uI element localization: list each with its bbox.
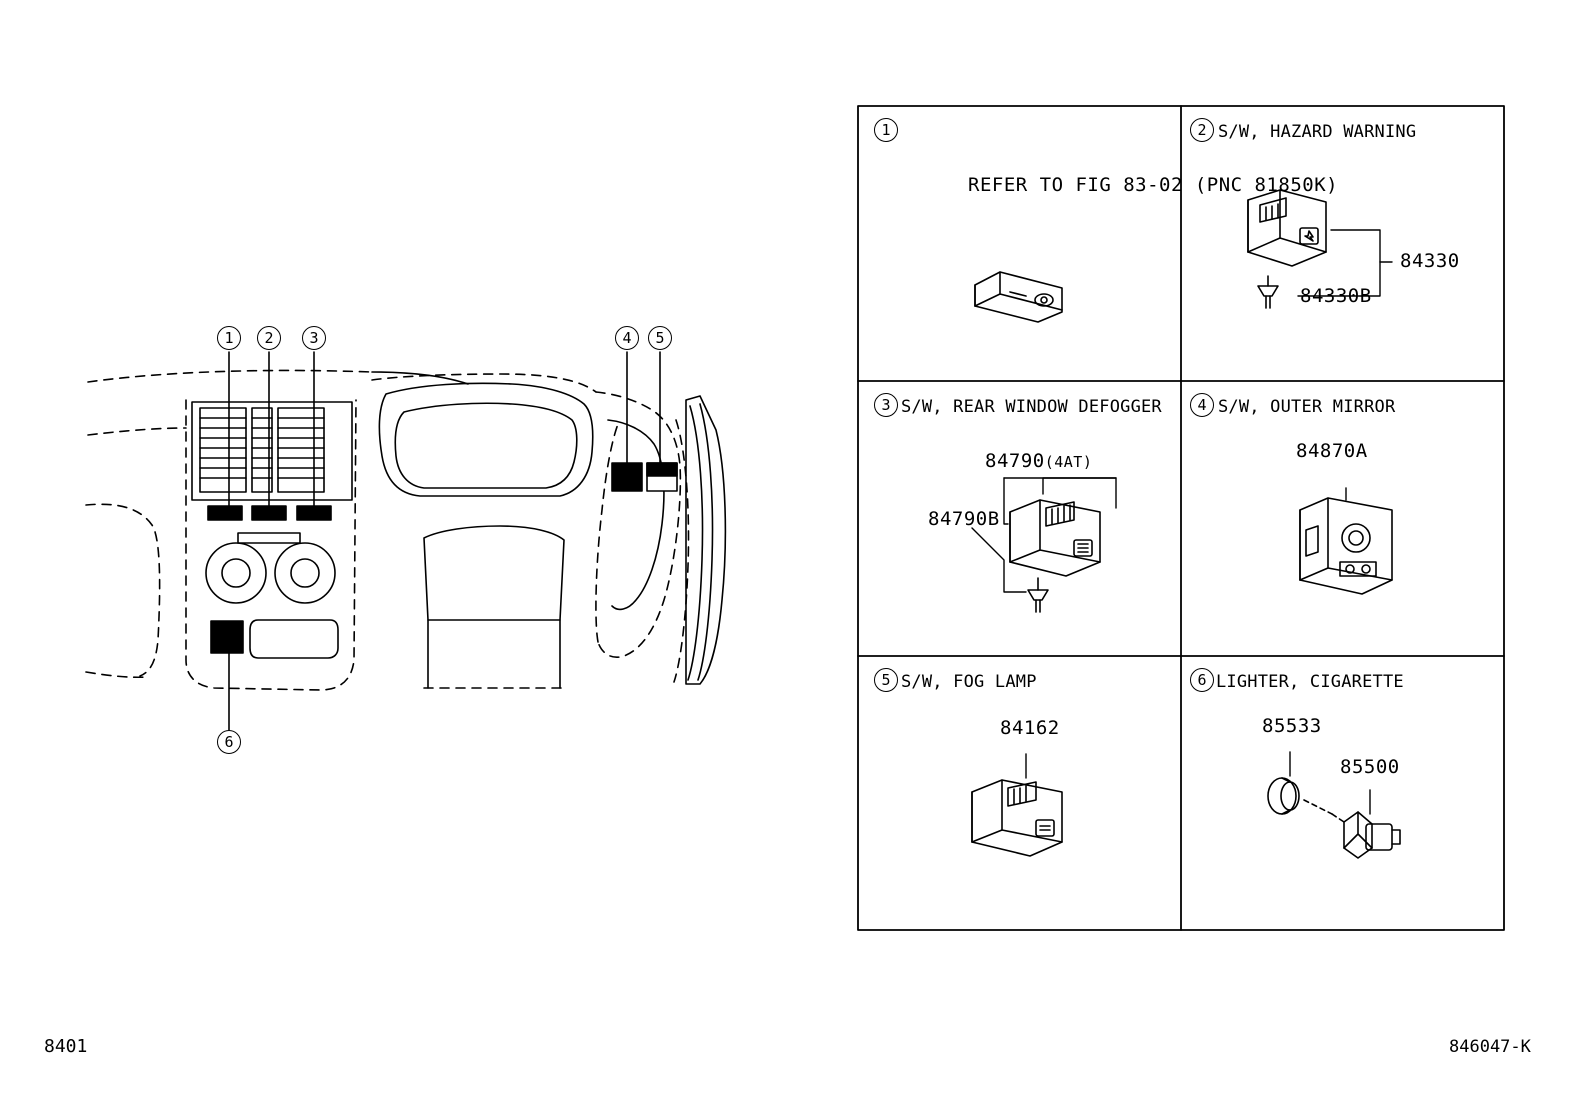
cell-6-number — [1190, 668, 1214, 692]
callout-4 — [615, 326, 639, 350]
cell-2-title: S/W, HAZARD WARNING — [1218, 122, 1417, 142]
part-illustration-cell-5 — [972, 754, 1062, 856]
part-number-84330: 84330 — [1400, 250, 1460, 272]
callout-3-label: 3 — [309, 329, 319, 347]
cell-6-number-label: 6 — [1197, 671, 1207, 689]
part-number-84790-code: 84790 — [985, 450, 1045, 472]
callout-5-label: 5 — [655, 329, 665, 347]
cell-4-title: S/W, OUTER MIRROR — [1218, 397, 1396, 417]
part-number-84790 — [985, 450, 1092, 472]
part-number-84790-suffix: (4AT) — [1044, 453, 1093, 471]
cell-3-number-label: 3 — [881, 396, 891, 414]
part-illustration-cell-1 — [975, 272, 1062, 322]
callout-6-label: 6 — [224, 733, 234, 751]
cell-2-number — [1190, 118, 1214, 142]
callout-3 — [302, 326, 326, 350]
cell-2-number-label: 2 — [1197, 121, 1207, 139]
callout-6 — [217, 730, 241, 754]
part-number-84330B: 84330B — [1300, 285, 1372, 307]
part-number-85500: 85500 — [1340, 756, 1400, 778]
callout-5 — [648, 326, 672, 350]
cell-1-refer-text: REFER TO FIG 83-02 (PNC 81850K) — [968, 174, 1339, 196]
callout-1 — [217, 326, 241, 350]
cell-3-number — [874, 393, 898, 417]
cell-1-number — [874, 118, 898, 142]
part-number-84162: 84162 — [1000, 717, 1060, 739]
cell-3-title: S/W, REAR WINDOW DEFOGGER — [901, 397, 1162, 417]
cell-5-number — [874, 668, 898, 692]
callout-4-label: 4 — [622, 329, 632, 347]
part-number-85533: 85533 — [1262, 715, 1322, 737]
part-illustration-cell-4 — [1300, 488, 1392, 594]
cell-4-number-label: 4 — [1197, 396, 1207, 414]
footer-diagram-code: 846047-K — [1449, 1037, 1531, 1057]
part-illustration-cell-3 — [972, 478, 1116, 612]
dashboard-outline — [86, 352, 725, 730]
callout-2-label: 2 — [264, 329, 274, 347]
cell-1-number-label: 1 — [881, 121, 891, 139]
footer-page-code: 8401 — [44, 1036, 88, 1057]
cell-5-title: S/W, FOG LAMP — [901, 672, 1037, 692]
part-number-84790B: 84790B — [928, 508, 1000, 530]
callout-2 — [257, 326, 281, 350]
cell-4-number — [1190, 393, 1214, 417]
part-number-84870A: 84870A — [1296, 440, 1368, 462]
callout-1-label: 1 — [224, 329, 234, 347]
cell-6-title: LIGHTER, CIGARETTE — [1216, 672, 1404, 692]
cell-5-number-label: 5 — [881, 671, 891, 689]
